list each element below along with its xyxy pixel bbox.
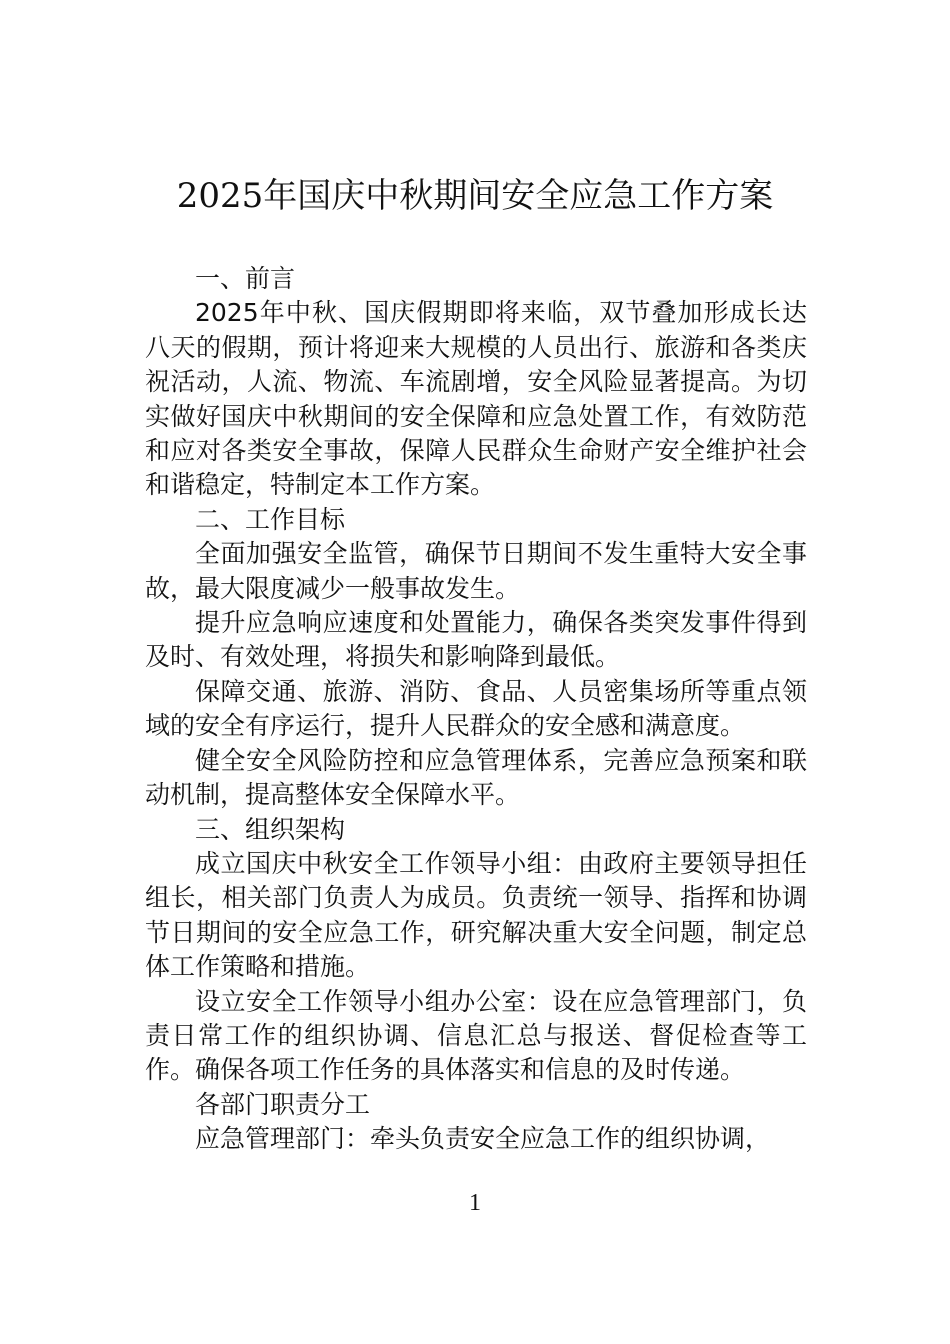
paragraph-goal-3: 保障交通、旅游、消防、食品、人员密集场所等重点领域的安全有序运行，提升人民群众的安全感和满意度。 [145, 676, 807, 741]
section-heading-goals: 二、工作目标 [195, 504, 346, 534]
section-heading-organization: 三、组织架构 [195, 814, 346, 844]
page-number: 1 [469, 1190, 481, 1216]
paragraph-preface: 2025年中秋、国庆假期即将来临，双节叠加形成长达八天的假期，预计将迎来大规模的人员出行、旅游和各类庆祝活动，人流、物流、车流剧增，安全风险显著提高。为切实做好国庆中秋期间的安全保障和应急处置工作，有效防范和应对各类安全事故，保障人民群众生命财产安全维护社会和谐稳定，特制定本工作方案。 [145, 298, 807, 500]
paragraph-goal-1: 全面加强安全监管，确保节日期间不发生重特大安全事故，最大限度减少一般事故发生。 [145, 539, 807, 603]
subheading-responsibilities: 各部门职责分工 [195, 1089, 371, 1119]
paragraph-goal-2: 提升应急响应速度和处置能力，确保各类突发事件得到及时、有效处理，将损失和影响降到最低。 [145, 608, 807, 672]
document-body [145, 262, 807, 1157]
section-heading-preface: 一、前言 [195, 264, 296, 293]
paragraph-office: 设立安全工作领导小组办公室：设在应急管理部门，负责日常工作的组织协调、信息汇总与报送、督促检查等工作。确保各项工作任务的具体落实和信息的及时传递。 [145, 986, 807, 1085]
paragraph-goal-4: 健全安全风险防控和应急管理体系，完善应急预案和联动机制，提高整体安全保障水平。 [145, 745, 807, 810]
paragraph-emergency-department: 应急管理部门：牵头负责安全应急工作的组织协调， [195, 1124, 771, 1154]
paragraph-leadership-group: 成立国庆中秋安全工作领导小组：由政府主要领导担任组长，相关部门负责人为成员。负责统一领导、指挥和协调节日期间的安全应急工作，研究解决重大安全问题，制定总体工作策略和措施。 [145, 848, 807, 982]
document-title: 2025年国庆中秋期间安全应急工作方案 [176, 176, 774, 216]
